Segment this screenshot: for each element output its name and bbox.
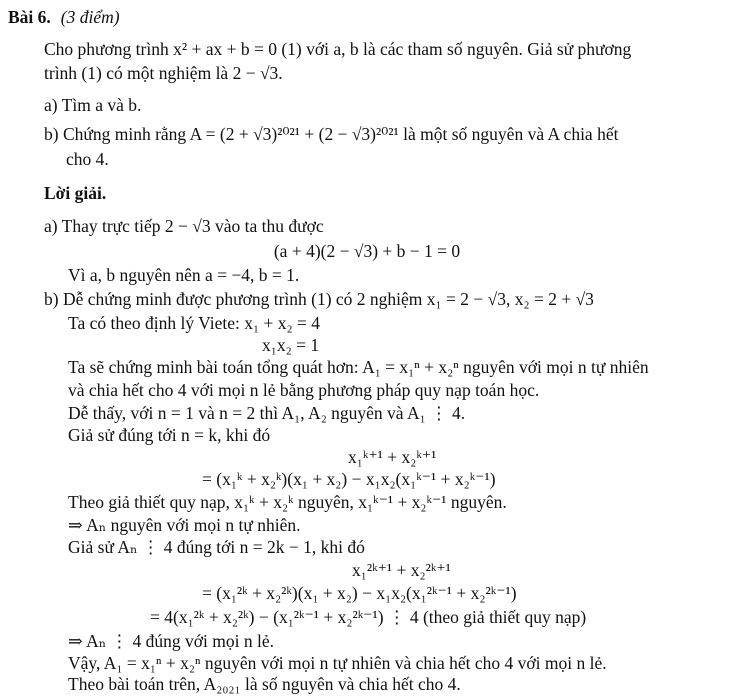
solution-b-line-18: Theo bài toán trên, A₂₀₂₁ là số nguyên và chia hết cho 4. — [68, 674, 461, 694]
solution-heading: Lời giải. — [44, 183, 107, 203]
statement-line-1: Cho phương trình x² + ax + b = 0 (1) với a, b là các tham số nguyên. Giả sử phương — [44, 39, 632, 59]
solution-b-line-10: Theo giả thiết quy nạp, x₁ᵏ + x₂ᵏ nguyên, x₁ᵏ⁻¹ + x₂ᵏ⁻¹ nguyên. — [68, 492, 507, 512]
statement-line-2: trình (1) có một nghiệm là 2 − √3. — [44, 63, 283, 83]
solution-a-line-1: a) Thay trực tiếp 2 − √3 vào ta thu được — [44, 216, 324, 236]
solution-b-line-4: Ta sẽ chứng minh bài toán tổng quát hơn: A₁ = x₁ⁿ + x₂ⁿ nguyên với mọi n tự nhiên — [68, 357, 649, 377]
problem-title — [8, 6, 120, 28]
part-a: a) Tìm a và b. — [44, 95, 142, 115]
solution-b-line-2: Ta có theo định lý Viete: x₁ + x₂ = 4 — [68, 313, 320, 333]
problem-score: (3 điểm) — [60, 7, 120, 27]
part-b-line-1: b) Chứng minh rằng A = (2 + √3)²⁰²¹ + (2 − √3)²⁰²¹ là một số nguyên và A chia hết — [44, 124, 619, 144]
solution-b-line-7: Giả sử đúng tới n = k, khi đó — [68, 425, 271, 445]
solution-b-line-17: Vậy, A₁ = x₁ⁿ + x₂ⁿ nguyên với mọi n tự nhiên và chia hết cho 4 với mọi n lẻ. — [68, 653, 607, 673]
solution-b-line-16: ⇒ Aₙ ⋮ 4 đúng với mọi n lẻ. — [68, 631, 275, 651]
solution-b-line-8: x₁ᵏ⁺¹ + x₂ᵏ⁺¹ — [348, 447, 437, 467]
solution-a-line-2: Vì a, b nguyên nên a = −4, b = 1. — [68, 265, 300, 285]
solution-b-line-6: Dễ thấy, với n = 1 và n = 2 thì A₁, A₂ nguyên và A₁ ⋮ 4. — [68, 403, 466, 423]
solution-b-line-5: và chia hết cho 4 với mọi n lẻ bằng phương pháp quy nạp toán học. — [68, 380, 540, 400]
solution-b-line-13: x₁²ᵏ⁺¹ + x₂²ᵏ⁺¹ — [352, 560, 451, 580]
solution-b-line-9: = (x₁ᵏ + x₂ᵏ)(x₁ + x₂) − x₁x₂(x₁ᵏ⁻¹ + x₂ᵏ⁻¹) — [202, 469, 496, 489]
part-b-line-2: cho 4. — [66, 149, 109, 169]
solution-b-line-1: b) Dễ chứng minh được phương trình (1) có 2 nghiệm x₁ = 2 − √3, x₂ = 2 + √3 — [44, 289, 594, 309]
solution-b-line-15: = 4(x₁²ᵏ + x₂²ᵏ) − (x₁²ᵏ⁻¹ + x₂²ᵏ⁻¹) ⋮ 4 (theo giả thiết quy nạp) — [150, 607, 587, 627]
solution-a-equation: (a + 4)(2 − √3) + b − 1 = 0 — [273, 241, 461, 261]
problem-label: Bài 6. — [8, 7, 51, 27]
solution-b-line-11: ⇒ Aₙ nguyên với mọi n tự nhiên. — [68, 515, 301, 535]
solution-b-line-3: x₁x₂ = 1 — [262, 335, 320, 355]
solution-b-line-14: = (x₁²ᵏ + x₂²ᵏ)(x₁ + x₂) − x₁x₂(x₁²ᵏ⁻¹ + x₂²ᵏ⁻¹) — [202, 583, 517, 603]
solution-b-line-12: Giả sử Aₙ ⋮ 4 đúng tới n = 2k − 1, khi đó — [68, 537, 365, 557]
